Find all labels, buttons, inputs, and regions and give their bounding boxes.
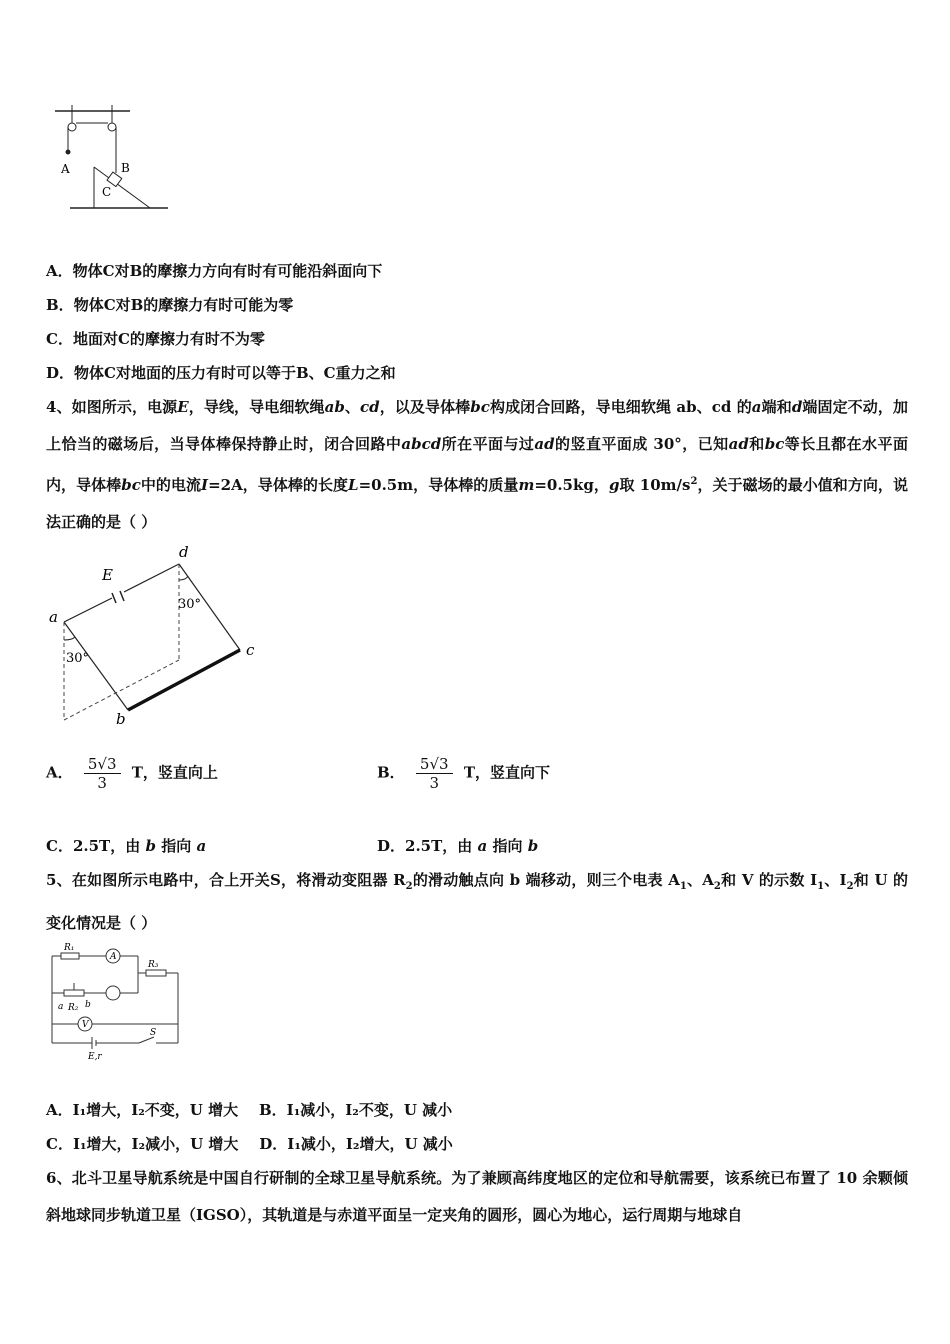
- label-r2: R₂: [68, 1003, 79, 1013]
- circuit-figure: [44, 938, 186, 1066]
- conductor-loop-figure: [44, 540, 274, 730]
- q3-option-b: B．物体C对B的摩擦力有时可能为零: [46, 296, 294, 314]
- label-c: c: [246, 641, 255, 659]
- label-c: C: [102, 185, 112, 199]
- q3-option-c: C．地面对C的摩擦力有时不为零: [46, 330, 265, 348]
- q5-options-row2: C．I₁增大，I₂减小，U 增大 D．I₁减小，I₂增大，U 减小: [46, 1135, 453, 1153]
- pulley-incline-figure: [50, 105, 180, 217]
- label-b: b: [85, 1000, 91, 1010]
- label-er: E,r: [88, 1052, 102, 1062]
- label-r3: R₃: [148, 960, 159, 970]
- angle-label-1: 30°: [66, 651, 90, 666]
- label-v: V: [82, 1020, 89, 1030]
- ammeter-1: A: [110, 952, 117, 962]
- q3-option-d: D．物体C对地面的压力有时可以等于B、C重力之和: [46, 364, 396, 382]
- q4-option-d: D．2.5T，由 a 指向 b: [377, 837, 539, 855]
- q3-option-a: A．物体C对B的摩擦力方向有时有可能沿斜面向下: [46, 262, 383, 280]
- label-b: b: [116, 710, 126, 728]
- label-a: a: [58, 1002, 64, 1012]
- angle-label-2: 30°: [178, 597, 202, 612]
- label-e: E: [102, 566, 113, 584]
- label-a: A: [61, 162, 70, 176]
- q5-stem: 5、在如图所示电路中，合上开关S，将滑动变阻器 $R_2$的滑动触点向 b 端移动，则三个电表 $A_1$、$A_2$和 V 的示数 $I_1$、$I_2$和 U 的变化情况是（ ）: [46, 871, 908, 932]
- q6-stem: 6、北斗卫星导航系统是中国自行研制的全球卫星导航系统。为了兼顾高纬度地区的定位和导航需要，该系统已布置了 10 余颗倾斜地球同步轨道卫星（IGSO），其轨道是与赤道平面呈一定夹角的圆形，圆心为地心，运行周期与地球自: [46, 1169, 908, 1224]
- label-s: S: [150, 1028, 157, 1038]
- q4-stem: 4、如图所示，电源E，导线，导电细软绳ab、cd，以及导体棒bc构成闭合回路，导电细软绳 ab、cd 的a端和d端固定不动，加上恰当的磁场后，当导体棒保持静止时，闭合回路中abcd所在平面与过ad的竖直平面成 30°，已知ad和bc等长且都在水平面内，导体棒bc中的电流I=2A，导体棒的长度L=0.5m，导体棒的质量m=0.5kg，g取 $10m/s^2$，关于磁场的最小值和方向，说法正确的是（ ）: [46, 398, 908, 531]
- q5-options-row1: A．I₁增大，I₂不变，U 增大 B．I₁减小，I₂不变，U 减小: [46, 1101, 453, 1119]
- label-r1: R₁: [64, 943, 75, 953]
- label-b: B: [121, 161, 130, 175]
- label-d: d: [179, 543, 189, 561]
- q4-option-b: B． $\frac{5√3}{3}$ T，竖直向下: [377, 755, 550, 792]
- q4-option-a: A． $\frac{5√3}{3}$ T，竖直向上: [46, 755, 218, 792]
- q4-option-c: C．2.5T，由 b 指向 a: [46, 837, 207, 855]
- label-a: a: [49, 608, 58, 626]
